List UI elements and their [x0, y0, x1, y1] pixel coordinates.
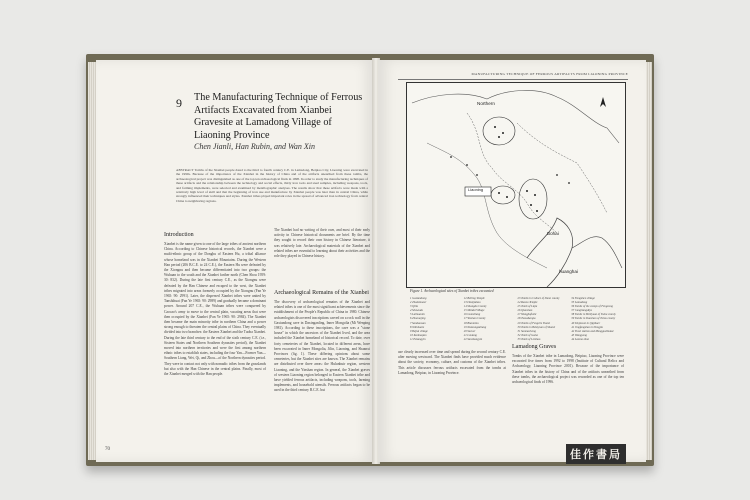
- figure-caption: Figure 1. Archaeological sites of Xianbei tribes excavated: [410, 289, 494, 293]
- legend-entry: 24 Ruoxu Temple: [517, 300, 538, 305]
- page-number: 70: [105, 447, 110, 452]
- legend-entry: 16 Gumeilang: [463, 312, 481, 317]
- legend-entry: 3 Qiliu: [410, 304, 419, 309]
- legend-entry: 43 Wangyang: [571, 332, 587, 337]
- legend-entry: 29 Tombs of Fengche Tianzi: [517, 320, 550, 325]
- legend-entry: 28 Tsusaikonpa: [517, 316, 536, 321]
- legend-entry: 2 Zhalainuoer: [410, 300, 427, 305]
- legend-entry: 11 Pekangyin: [410, 336, 426, 341]
- graves-column: Tombs of the Xianbei tribe in Lamadong, Beipiao, Liaoning Province were excavated five times from 1992 to 1998 (Institute of Cultural Relics and Archaeology, Liaoning Province 2001). Because of the importance of Xianbei tribes in the history of China and of the artifacts unearthed from these tombs, the archaeological project was rewarded as one of the top ten archaeological finds of 1996.: [512, 354, 624, 385]
- header-rule: [398, 79, 628, 80]
- legend-entry: 17 Wushan County: [463, 316, 486, 321]
- legend-entry: 14 Shangdu County: [463, 304, 487, 309]
- legend-entry: 42 Tiwei station and Mengguxibukai: [571, 328, 614, 333]
- legend-entry: 44 Lanmo zhun: [571, 336, 590, 341]
- legend-entry: 25 Tomb of Liqiu: [517, 304, 538, 309]
- legend-entry: 36 Tombs of the camps of Fengcang: [571, 304, 613, 309]
- legend-entry: 37 Cangliangdiyu: [571, 308, 593, 313]
- legend-entry: 40 Xinjiawei in Qigibaer: [571, 320, 601, 325]
- running-head: MANUFACTURING TECHNIQUE OF FERROUS ARTIFACTS FROM LIAONING PROVINCE: [471, 72, 628, 76]
- legend-entry: 4 Shuwuda: [410, 308, 423, 313]
- remains-column: The discovery of archaeological remains of the Xianbei and related tribes is one of the most significant achievements since the establishment of the People's Republic of China in 1980. Chinese archaeologists discovered inscriptions carved on a rock wall in the Gaxiandong cave in Daxinganling, Inner Mongolia (Mi Wenping 1981). According to these inscriptions, the cave was a "stone house" in which the ancestors of the Xianbei lived, and the area included the Xianbei homeland of historical record. To date, over forty cemeteries of the Xianbei, located in different areas, have been excavated in Inner Mongolia, Jilin, Liaoning, and Shaanxi Provinces (fig. 1). These differing opinions about some cemeteries, but the Xianbei sites are known. The Xianbei remains are distributed over three areas: the Hulunbuir region, western Liaoning, and the Yinshan region. In general, the Xianbei graves of western Liaoning region belonged to Eastern Xianbei tribe and have yielded ferrous artifacts, including weapons, tools, farming implements, and household utensils. Ferrous artifacts began to be used in the third century B.C.E. but: [274, 300, 370, 393]
- chapter-number: 9: [176, 96, 182, 110]
- legend-entry: 1 Gaxiandong: [410, 296, 427, 300]
- site-map-figure: [406, 82, 626, 288]
- figure-legend: [410, 296, 622, 341]
- legend-entry: 33 Tomb of Leizhao: [517, 336, 541, 341]
- legend-entry: 13 Dianjiabao: [463, 300, 481, 305]
- legend-entry: 34 Fangzhen village: [571, 296, 595, 300]
- page-edges-right: [646, 62, 652, 460]
- section-heading-remains: Archaeological Remains of the Xianbei: [274, 290, 369, 296]
- legend-entry: 8 Xilinhaote: [410, 324, 425, 329]
- intro-column: Xianbei is the name given to one of the large tribes of ancient northern China. According to Chinese historical records, the Xianbei were a multi-ethnic group of the Donghu of Eastern Hu, a tribal alliance whose homeland was in the Xianbei Mountains. During the Western Han period (206 B.C.E. to 24 C.E.), the Eastern Hu were defeated by the Xiongnu and then became differentiated into two groups: the Wuhuan to the south and the Xianbei farther north (Chen Shou 1959: 30: 832). During the late first century C.E., as the Xiongnu were defeated by the Han Chinese and escaped to the west, the Xianbei tribes migrated into areas formerly occupied by the Xiongnu (Fan Ye 1965: 90: 2991). Later, the dispersed Xianbei tribes were united by Tanshihuai (Fan Ye 1965: 90: 2989) and gradually became a dominant power. Around 207 C.E., the Wuhuan tribes were conquered by Caocao's army to move to the central plain, vacating areas that were then occupied by the Xianbei (Fan Ye 1965: 90: 2984). The Xianbei then became the main minority tribe in northern China and a power strong enough to threaten the central plains of China. They eventually divided into two branches: the Eastern Xianbei and the Tuoba Xianbei. During the late third century to the end of the sixth century C.E. (i.e., Sixteen States and Northern Southern dynasties period), the Xianbei moved into northern territories and were the first among northern ethnic tribes to establish states, including the four Yan—Former Yan—Southern Liang, Wei, Qi, and Zhou—of the Northern dynasties period. They were in contact not only with nomadic tribes from the grasslands but also with the Han Chinese in the central plains. Finally, most of the Xianbei merged with the Han people.: [164, 242, 266, 377]
- page-edges-left: [88, 62, 96, 460]
- publisher-stamp: 佳作書局: [566, 444, 626, 464]
- right-column-1: use clearly increased over time and spread during the second century C.E. after moving westward. The Xianbei finds have provided much evidence about the society, economy, culture, and customs of the Xianbei tribes. This article discusses ferrous artifacts excavated from the tombs at Lamadong, Beipiao, in Liaoning Province.: [398, 350, 506, 375]
- legend-entry: 5 Laihuanim: [410, 312, 425, 317]
- legend-entry: 31 Sanmacheng: [517, 328, 536, 333]
- legend-entry: 19 Nanzungzaliang: [463, 324, 487, 329]
- abstract: ABSTRACT Tombs of the Xianbei people dated to the third to fourth century C.E. in Lamadong, Beipiao City, Liaoning were excavated in the 1990s. Because of the importance of the Xianbei in the history of China and of the artifacts unearthed from these tombs, the archaeological project was distinguished as one of the top ten archaeological finds in 1998. In order to study the manufacturing techniques of these artifacts and the relationship between the technology and social effects, thirty iron tools and steel samples, including weapons, tools, and farming implements, were selected and examined by metallographic analyses. The results show that these artifacts were made with a relatively high level of skill and that the beginning of iron use and manufacture by Xianbei people was later than in central China, while strongly influenced their techniques and styles. Xianbei tribes played important roles in the spread of advanced iron technology from central China to neighboring regions.: [176, 168, 368, 203]
- chapter-authors: Chen Jianli, Han Rubin, and Wan Xin: [194, 142, 316, 151]
- legend-entry: 22 Sanzhangyin: [463, 336, 483, 341]
- legend-entry: 41 Jingfangzhan in Yongjia: [571, 324, 603, 329]
- legend-entry: 18 Bianminu: [463, 320, 479, 325]
- legend-entry: 35 Lamadong: [571, 300, 588, 305]
- legend-entry: 32 Tomb of Gaiso: [517, 332, 539, 337]
- legend-entry: 27 Wangjiafuzhi: [517, 312, 537, 317]
- map-label-huanghai: huanghai: [559, 269, 578, 274]
- map-label-northern: Northern: [477, 101, 495, 106]
- legend-entry: 6 Zhunuojing: [410, 316, 426, 321]
- legend-entry: 39 Tombs in Daoshan of Tulou county: [571, 316, 616, 321]
- intro-continued-column: The Xianbei had no writing of their own, and most of their early activity in Chinese historical documents are brief. By the time they sought to record their own history in Chinese literature, it was relatively late. Archaeological materials of the Xianbei and related tribes are essential to learning about their activities and the role they played in Chinese history.: [274, 228, 370, 259]
- legend-entry: 38 Tombs in Beiliyuan of Tulou county: [571, 312, 616, 317]
- legend-entry: 21 Luxiang: [463, 332, 477, 337]
- map-label-bohai: Bohai: [547, 231, 559, 236]
- section-heading-introduction: Introduction: [164, 232, 194, 238]
- legend-entry: 9 Bujiai village: [410, 328, 428, 333]
- legend-entry: 12 Beiling Temple: [463, 296, 485, 300]
- legend-entry: 23 Tombs in Culture of Dunn county: [517, 296, 560, 300]
- map-label-liaoning: Liaoning: [468, 187, 484, 192]
- legend-entry: 30 Tombs in Beiziyuan of Shanxi: [517, 324, 556, 329]
- legend-entry: 20 Sucuer: [463, 328, 476, 333]
- section-heading-graves: Lamadong Graves: [512, 344, 557, 350]
- legend-entry: 7 Sandaowan: [410, 320, 426, 325]
- legend-entry: 10 Kanbuqian: [410, 332, 427, 337]
- chapter-title: The Manufacturing Technique of Ferrous Artifacts Excavated from Xianbei Gravesite at Lamadong Village of Liaoning Province: [194, 92, 363, 141]
- site-map-drawing: [407, 83, 625, 287]
- legend-entry: 15 Meidai Village: [463, 308, 485, 313]
- legend-entry: 26 Qianshan: [517, 308, 533, 313]
